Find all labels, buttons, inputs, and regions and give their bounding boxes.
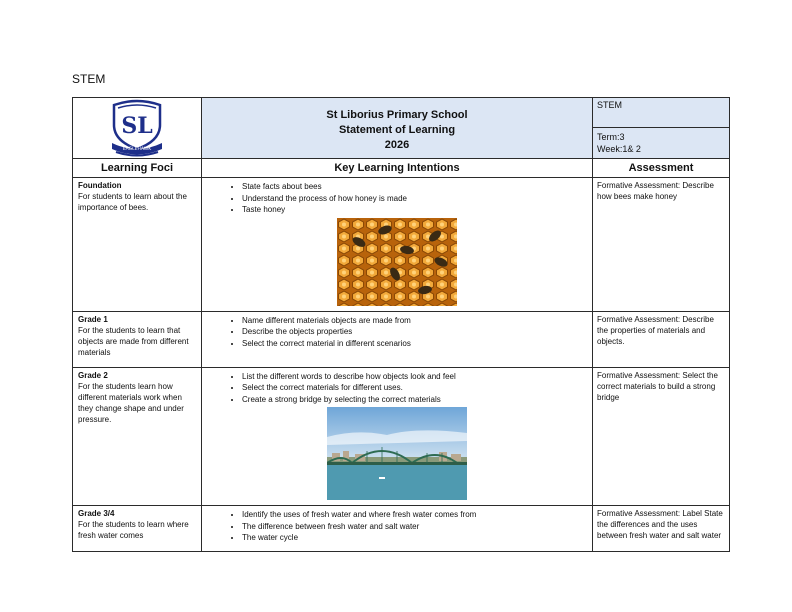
table-row — [73, 178, 730, 312]
intentions-list — [202, 506, 592, 544]
table-row — [73, 311, 730, 367]
intentions-cell — [202, 178, 593, 312]
school-name: St Liborius Primary School — [326, 109, 468, 121]
term-week-cell — [593, 128, 730, 159]
list-item: • The water cycle — [242, 532, 592, 544]
grade-label: Grade 1 — [78, 314, 108, 324]
list-item: • List the different words to describe how objects look and feel — [242, 371, 592, 383]
column-header-assessment: Assessment — [593, 159, 730, 178]
term-label: Term:3 — [597, 132, 625, 142]
assessment-cell: Formative Assessment: Describe how bees make honey — [593, 178, 730, 312]
list-item: • State facts about bees — [242, 181, 592, 193]
list-item: • Select the correct materials for different uses. — [242, 382, 592, 394]
week-label: Week:1& 2 — [597, 144, 641, 154]
focus-cell — [73, 311, 202, 367]
bridge-river-image — [327, 407, 467, 500]
table-row — [73, 367, 730, 506]
focus-text: For the students to learn where fresh water comes — [78, 520, 189, 540]
subject-cell — [593, 98, 730, 128]
column-header-intentions: Key Learning Intentions — [202, 159, 593, 178]
list-item: • The difference between fresh water and salt water — [242, 521, 592, 533]
list-item: • Name different materials objects are made from — [242, 315, 592, 327]
list-item: • Select the correct material in different scenarios — [242, 338, 592, 350]
focus-text: For the students to learn that objects are made from different materials — [78, 325, 189, 357]
svg-text:SL: SL — [121, 113, 153, 139]
document-title: Statement of Learning — [338, 124, 456, 136]
table-row — [73, 506, 730, 552]
list-item: • Describe the objects properties — [242, 326, 592, 338]
list-item: • Create a strong bridge by selecting the correct materials — [242, 394, 592, 406]
assessment-cell: Formative Assessment: Label State the differences and the uses between fresh water and salt water — [593, 506, 730, 552]
grade-label: Grade 3/4 — [78, 509, 115, 518]
focus-cell — [73, 506, 202, 552]
list-item: • Understand the process of how honey is made — [242, 193, 592, 205]
focus-cell — [73, 178, 202, 312]
statement-of-learning-table — [72, 97, 730, 552]
school-logo-cell — [73, 98, 202, 159]
focus-text: For students to learn about the importance of bees. — [78, 192, 187, 212]
grade-label: Grade 2 — [78, 370, 108, 380]
document-year: 2026 — [384, 139, 410, 151]
subject-label: STEM — [597, 100, 623, 110]
grade-label: Foundation — [78, 181, 122, 190]
list-item: • Identify the uses of fresh water and where fresh water comes from — [242, 509, 592, 521]
assessment-cell: Formative Assessment: Select the correct materials to build a strong bridge — [593, 367, 730, 506]
column-header-foci: Learning Foci — [73, 159, 202, 178]
intentions-list — [202, 312, 592, 350]
list-item: • Taste honey — [242, 204, 592, 216]
honeycomb-bees-image — [337, 218, 457, 306]
school-title-cell — [202, 98, 593, 159]
intentions-cell — [202, 506, 593, 552]
intentions-cell — [202, 311, 593, 367]
focus-text: For the students learn how different materials work when they change shape and under pressure. — [78, 381, 184, 424]
page-label: STEM — [72, 72, 106, 86]
intentions-list — [202, 178, 592, 216]
focus-cell — [73, 367, 202, 506]
assessment-cell: Formative Assessment: Describe the properties of materials and objects. — [593, 311, 730, 367]
intentions-cell — [202, 367, 593, 506]
school-crest-logo — [106, 99, 168, 157]
svg-text:EAGLEHAWK: EAGLEHAWK — [122, 147, 152, 152]
intentions-list — [202, 368, 592, 406]
